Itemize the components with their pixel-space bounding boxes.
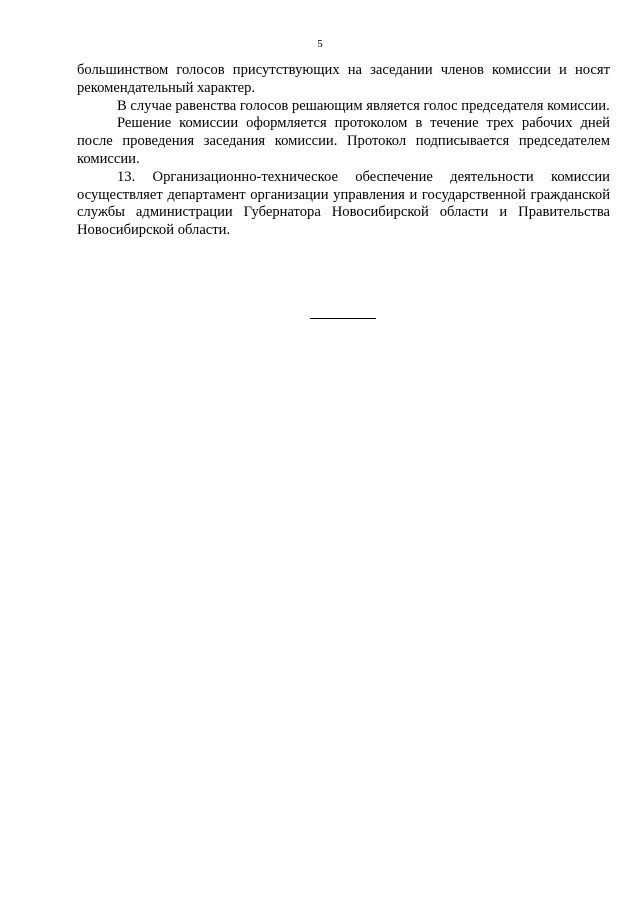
paragraph-organizational-support: 13. Организационно-техническое обеспечение деятельности комиссии осуществляет департамент организации управления и государственной гражданской службы администрации Губернатора Новосибирской области и Правительства Новосибирской области. [77,168,610,239]
paragraph-protocol: Решение комиссии оформляется протоколом в течение трех рабочих дней после проведения заседания комиссии. Протокол подписывается председателем комиссии. [77,115,610,167]
paragraph-voting-majority: большинством голосов присутствующих на заседании членов комиссии и носят рекомендательный характер. [77,62,610,96]
end-of-document-rule [310,318,376,319]
document-body [77,62,610,240]
page-number: 5 [317,38,323,50]
paragraph-tie-vote: В случае равенства голосов решающим является голос председателя комиссии. [117,97,610,114]
